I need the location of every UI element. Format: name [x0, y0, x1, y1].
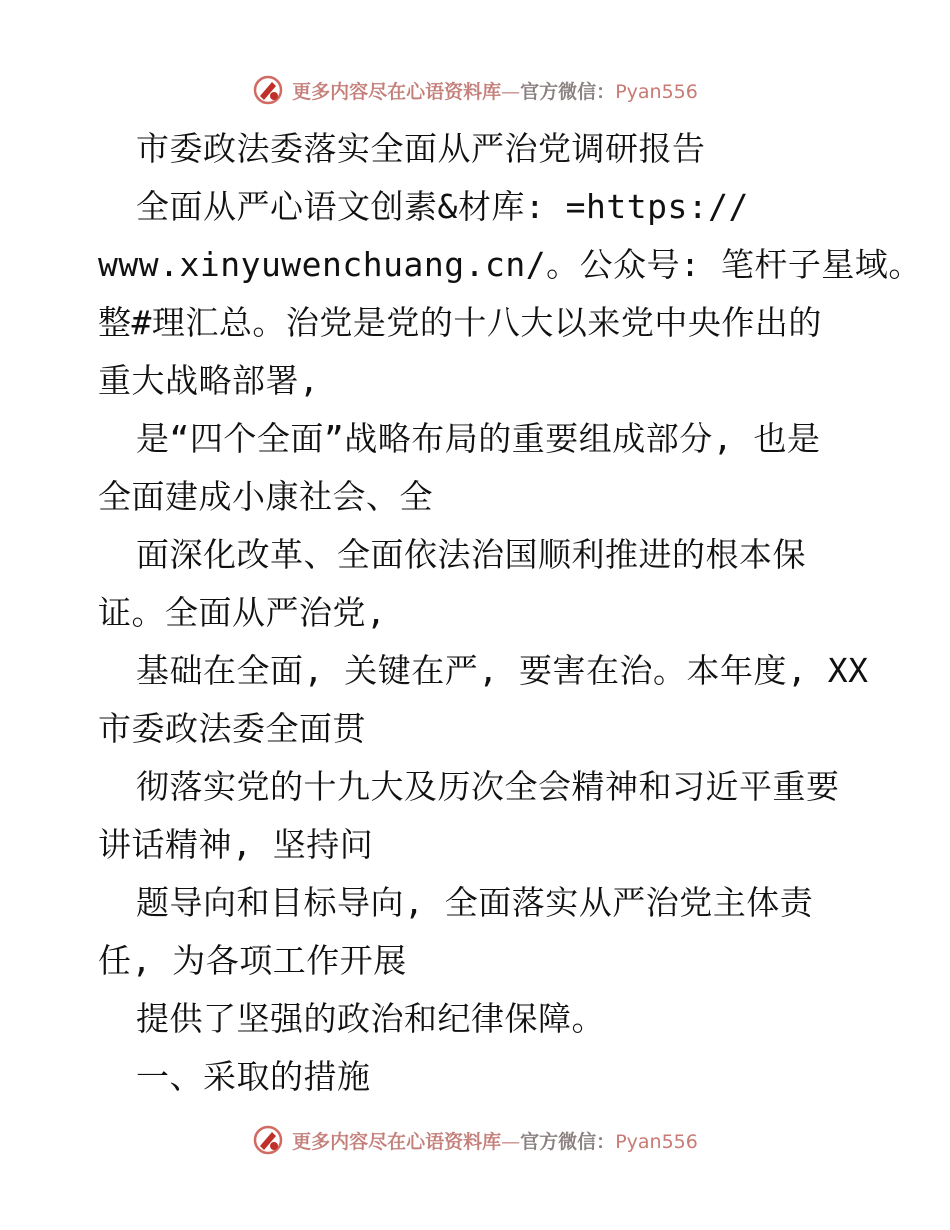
watermark-label: 官方微信：: [520, 1130, 616, 1153]
brand-logo-icon: [252, 1124, 284, 1156]
text-line: www.xinyuwenchuang.cn/。公众号: 笔杆子星域。: [98, 245, 922, 284]
text-line: 提供了坚强的政治和纪律保障。: [136, 999, 605, 1038]
text-line: 市委政法委全面贯: [98, 709, 366, 748]
text-line: 任, 为各项工作开展: [98, 941, 407, 980]
watermark-separator: —: [501, 80, 521, 103]
watermark-header: [0, 70, 950, 110]
watermark-label: 官方微信：: [520, 80, 616, 103]
text-line: 面深化改革、全面依法治国顺利推进的根本保: [136, 535, 806, 574]
text-line: 全面从严心语文创素&材库: =https://: [136, 187, 749, 226]
text-line: 讲话精神, 坚持问: [98, 825, 374, 864]
watermark-wechat-id: Pyan556: [615, 80, 698, 103]
watermark-separator: —: [501, 1130, 521, 1153]
text-line: 证。全面从严治党,: [98, 593, 387, 632]
section-heading: 一、采取的措施: [136, 1057, 371, 1096]
text-line: 整#理汇总。治党是党的十八大以来党中央作出的: [98, 303, 822, 342]
watermark-wechat-id: Pyan556: [615, 1130, 698, 1153]
brand-logo-icon: [252, 74, 284, 106]
watermark-footer: [0, 1120, 950, 1160]
text-line: 题导向和目标导向, 全面落实从严治党主体责: [136, 883, 814, 922]
watermark-main-text: 更多内容尽在心语资料库: [292, 80, 502, 103]
document-body: [98, 120, 922, 1106]
text-line: 彻落实党的十九大及历次全会精神和习近平重要: [136, 767, 840, 806]
text-line: 全面建成小康社会、全: [98, 477, 433, 516]
text-line: 基础在全面, 关键在严, 要害在治。本年度, XX: [136, 651, 869, 690]
watermark-main-text: 更多内容尽在心语资料库: [292, 1130, 502, 1153]
document-title: 市委政法委落实全面从严治党调研报告: [136, 129, 706, 168]
text-line: 重大战略部署,: [98, 361, 320, 400]
text-line: 是“四个全面”战略布局的重要组成部分, 也是: [136, 419, 821, 458]
